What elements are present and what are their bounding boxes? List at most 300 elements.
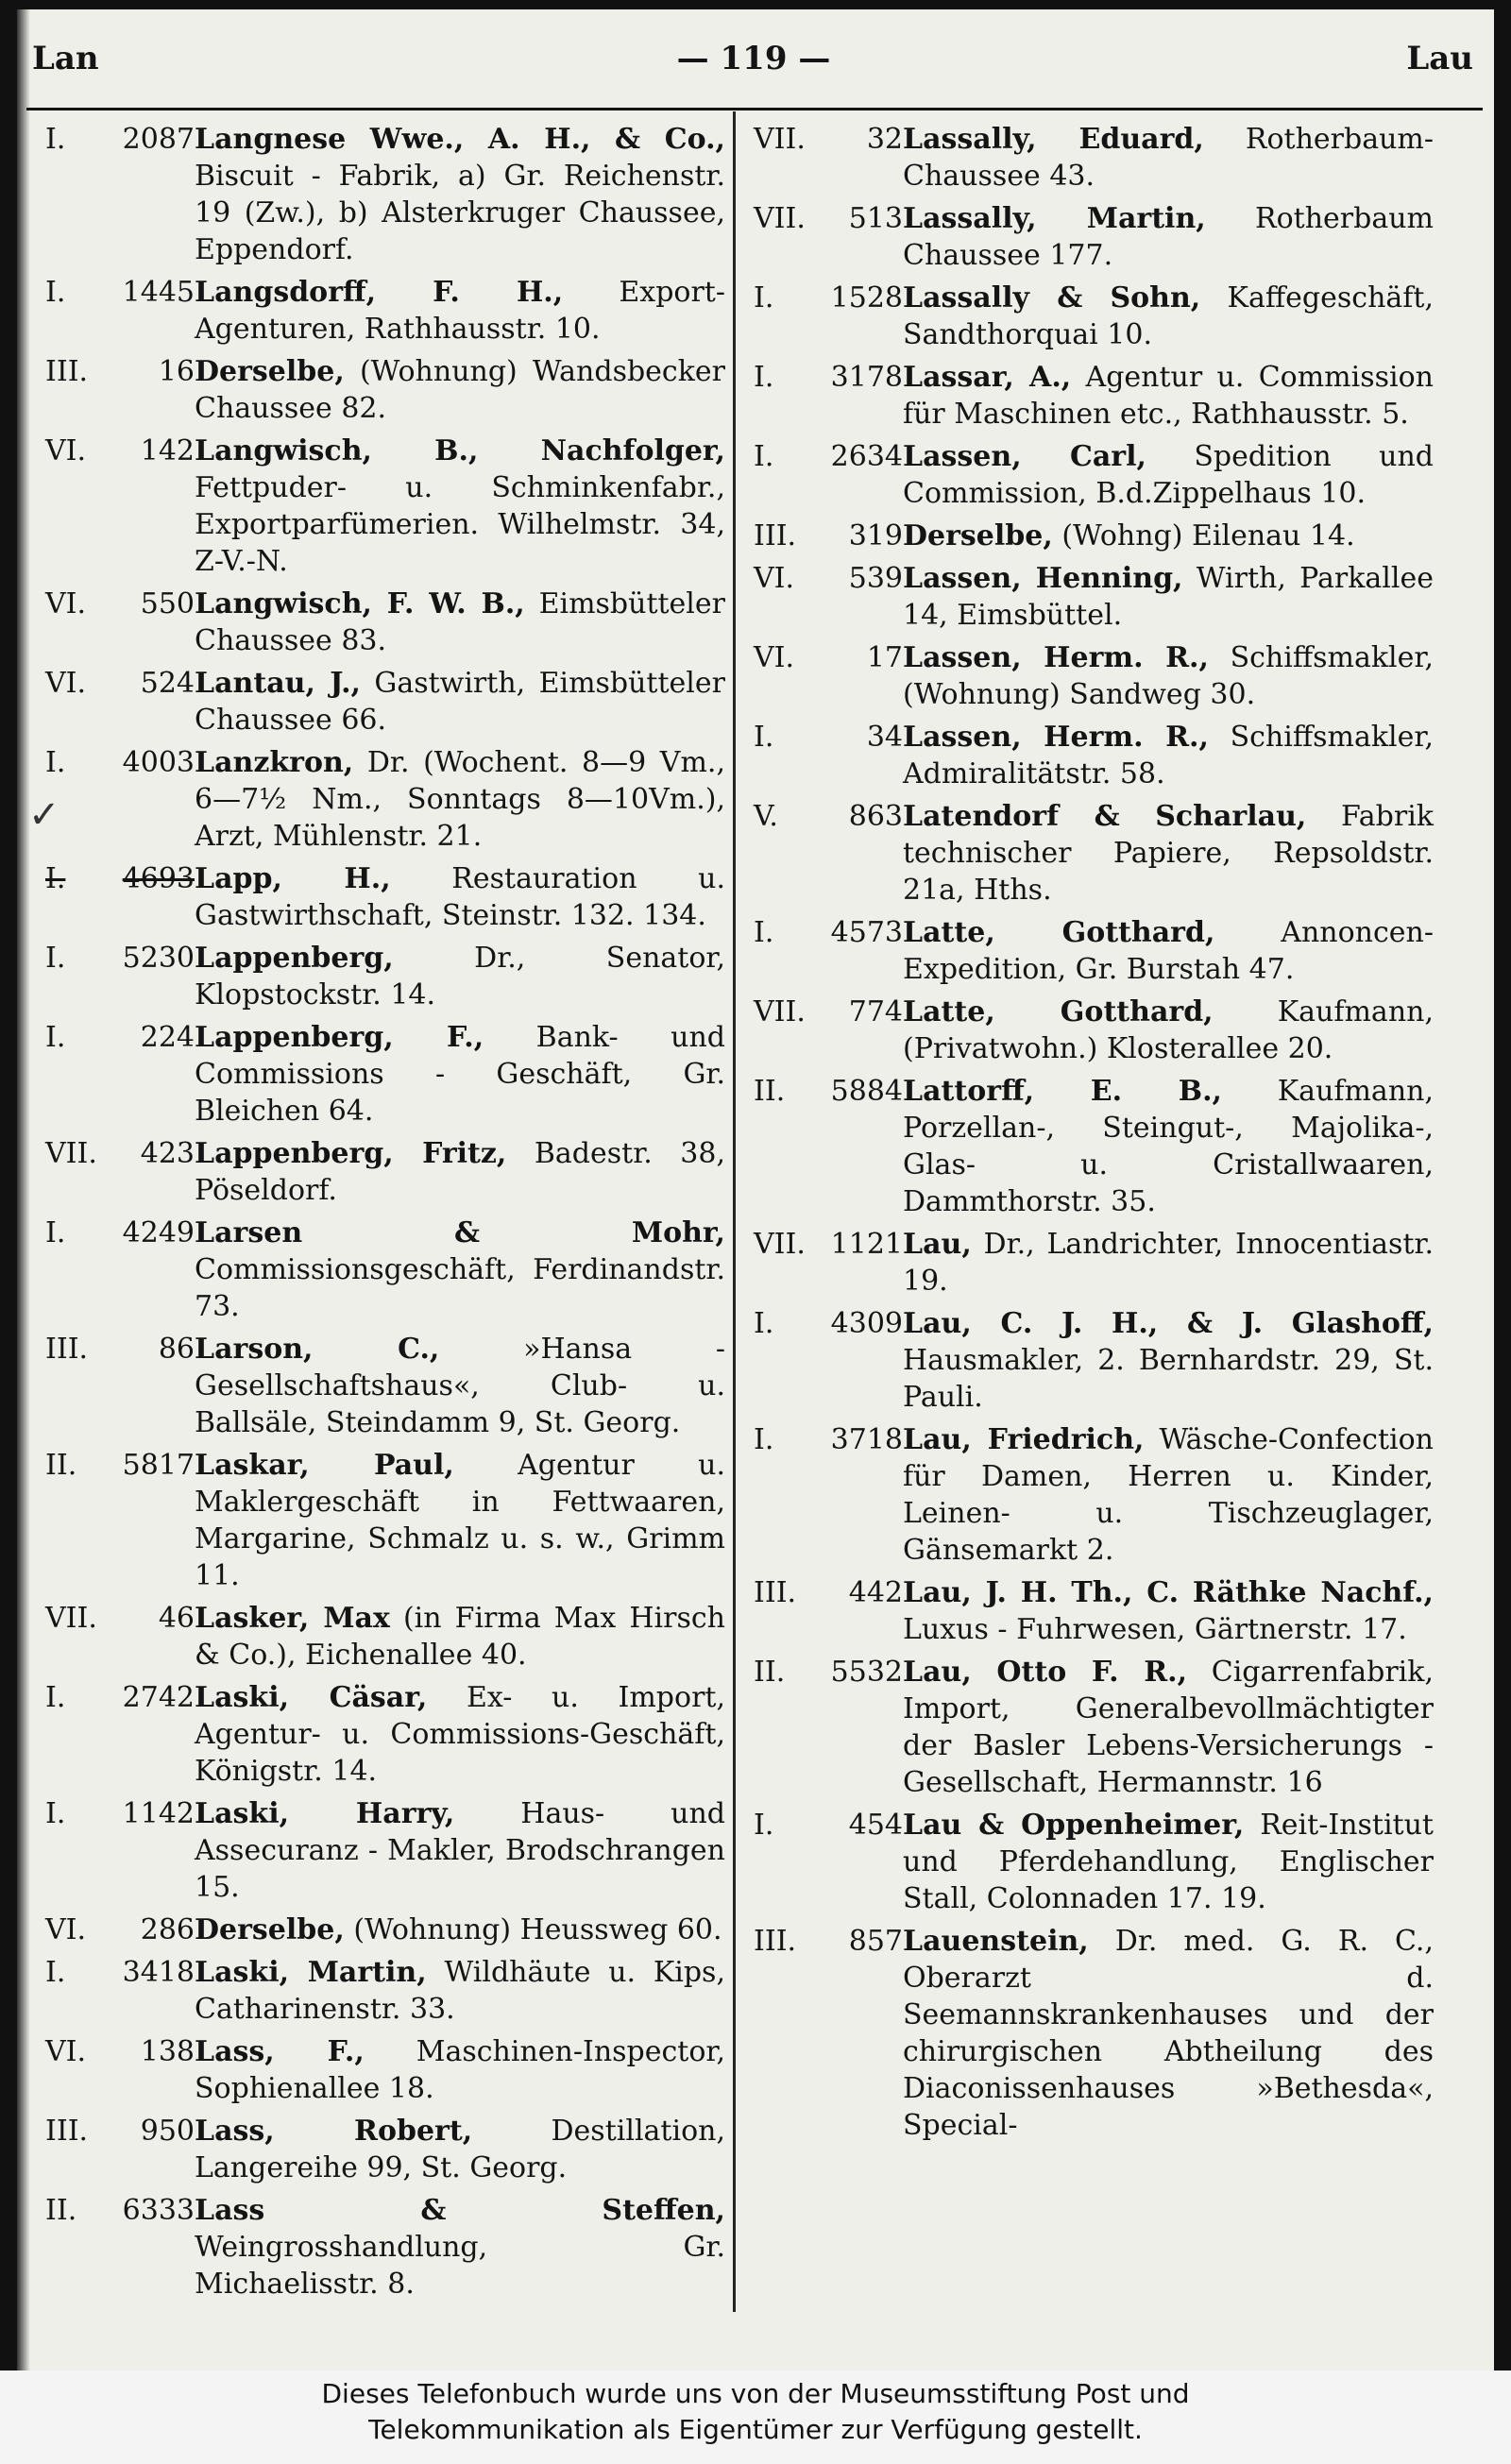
directory-entry [45, 1331, 725, 1441]
exchange-code: VII. [754, 1228, 806, 1261]
entry-name: Laski, Cäsar, [195, 1681, 428, 1714]
line-number: 138 [140, 2035, 195, 2068]
footer-notice [0, 2371, 1511, 2464]
entry-name: Lappenberg, F., [195, 1021, 484, 1054]
phone-number [45, 665, 195, 702]
exchange-code: VII. [45, 1137, 97, 1170]
entry-name: Lassen, Carl, [903, 440, 1146, 473]
entry-details: Rotherbaum Chaussee 177. [903, 202, 1434, 272]
entry-details: Export-Agenturen, Rathhausstr. 10. [195, 276, 725, 346]
phone-number [754, 518, 903, 554]
entry-name: Lappenberg, [195, 942, 394, 975]
entry-text [195, 1135, 725, 1209]
entry-text [903, 1807, 1434, 1917]
phone-number [45, 1215, 195, 1251]
entry-text [195, 433, 725, 580]
entry-details: Restauration u. Gastwirthschaft, Steinstr. 132. 134. [195, 862, 725, 932]
entry-details: Dr. med. G. R. C., Oberarzt d. Seemannskrankenhauses und der chirurgischen Abtheilung des Diaconissenhauses »Bethesda«, Special- [903, 1925, 1434, 2142]
entry-name: Lau, Otto F. R., [903, 1656, 1188, 1689]
entry-text [903, 1923, 1434, 2144]
line-number: 6333 [122, 2194, 195, 2227]
exchange-code: II. [45, 2194, 77, 2227]
entry-details: Kaufmann, (Privatwohn.) Klosterallee 20. [903, 995, 1434, 1065]
phone-number [754, 1421, 903, 1458]
phone-number [45, 2192, 195, 2229]
phone-number [754, 994, 903, 1030]
line-number: 2634 [830, 440, 903, 473]
line-number: 4693 [122, 862, 195, 895]
exchange-code: III. [45, 1333, 89, 1366]
entry-details: Rotherbaum-Chaussee 43. [903, 123, 1434, 193]
directory-entry [45, 1215, 725, 1325]
entry-details: Haus- und Assecuranz - Makler, Brodschrangen 15. [195, 1797, 725, 1904]
directory-entry [45, 1135, 725, 1209]
phone-number [45, 1954, 195, 1991]
phone-number [45, 1135, 195, 1172]
exchange-code: I. [754, 1809, 774, 1842]
entry-details: Agentur u. Maklergeschäft in Fettwaaren, Margarine, Schmalz u. s. w., Grimm 11. [195, 1449, 725, 1592]
entry-name: Lass, F., [195, 2035, 365, 2068]
directory-entry [45, 1954, 725, 2028]
entry-text [903, 560, 1434, 634]
line-number: 46 [158, 1602, 195, 1635]
entry-name: Lau, J. H. Th., C. Räthke Nachf., [903, 1576, 1434, 1609]
line-number: 950 [140, 2115, 195, 2148]
entry-name: Lassen, Herm. R., [903, 641, 1209, 674]
entry-text [903, 639, 1434, 713]
entry-details: Reit-Institut und Pferdehandlung, Englischer Stall, Colonnaden 17. 19. [903, 1809, 1434, 1915]
left-column [45, 121, 725, 2308]
exchange-code: VII. [45, 1602, 97, 1635]
directory-entry [45, 1679, 725, 1790]
phone-number [754, 200, 903, 237]
entry-name: Larson, C., [195, 1333, 440, 1366]
entry-name: Lattorff, E. B., [903, 1075, 1223, 1108]
line-number: 524 [140, 667, 195, 700]
phone-number [45, 1600, 195, 1637]
exchange-code: I. [754, 440, 774, 473]
entry-text [903, 359, 1434, 433]
entry-text [195, 1215, 725, 1325]
line-number: 1528 [830, 281, 903, 314]
entry-name: Laski, Martin, [195, 1956, 427, 1989]
exchange-code: I. [754, 1307, 774, 1340]
exchange-code: I. [45, 1797, 66, 1830]
exchange-code: I. [45, 1956, 66, 1989]
phone-number [45, 274, 195, 311]
entry-details: (Wohnung) Heussweg 60. [344, 1913, 722, 1946]
directory-entry [45, 353, 725, 427]
exchange-code: I. [754, 721, 774, 754]
line-number: 4309 [830, 1307, 903, 1340]
directory-entry [754, 798, 1434, 909]
exchange-code: I. [754, 281, 774, 314]
entry-text [195, 121, 725, 268]
entry-name: Langwisch, B., Nachfolger, [195, 434, 725, 467]
directory-entry [45, 1447, 725, 1594]
directory-entry [754, 560, 1434, 634]
exchange-code: VI. [45, 1913, 87, 1946]
entry-name: Derselbe, [903, 519, 1053, 552]
directory-entry [45, 433, 725, 580]
entry-details: Destillation, Langereihe 99, St. Georg. [195, 2115, 725, 2184]
entry-details: Fettpuder- u. Schminkenfabr., Exportparfümerien. Wilhelmstr. 34, Z-V.-N. [195, 471, 725, 578]
entry-details: Cigarrenfabrik, Import, Generalbevollmächtigter der Basler Lebens-Versicherungs - Gesellschaft, Hermannstr. 16 [903, 1656, 1434, 1799]
exchange-code: III. [45, 355, 89, 388]
entry-name: Laski, Harry, [195, 1797, 455, 1830]
exchange-code: VII. [754, 995, 806, 1028]
line-number: 774 [848, 995, 903, 1028]
line-number: 1445 [122, 276, 195, 309]
entry-name: Lassally, Martin, [903, 202, 1206, 235]
entry-details: Schiffsmakler, (Wohnung) Sandweg 30. [903, 641, 1434, 711]
entry-text [903, 518, 1434, 554]
phone-number [45, 940, 195, 977]
running-head-right: Lau [1406, 40, 1473, 77]
exchange-code: VI. [754, 562, 795, 595]
entry-text [903, 1073, 1434, 1220]
entry-details: Spedition und Commission, B.d.Zippelhaus 10. [903, 440, 1434, 510]
column-divider [733, 111, 736, 2312]
entry-name: Lassally & Sohn, [903, 281, 1201, 314]
entry-details: Annoncen-Expedition, Gr. Burstah 47. [903, 916, 1434, 986]
header-rule [26, 108, 1483, 110]
directory-entry [45, 1600, 725, 1674]
entry-name: Lanzkron, [195, 746, 354, 779]
entry-details: Wirth, Parkallee 14, Eimsbüttel. [903, 562, 1434, 632]
phone-number [45, 1447, 195, 1484]
exchange-code: VI. [45, 2035, 87, 2068]
running-head [26, 34, 1481, 87]
entry-details: (Wohnung) Wandsbecker Chaussee 82. [195, 355, 725, 425]
directory-entry [754, 121, 1434, 195]
line-number: 1142 [122, 1797, 195, 1830]
phone-number [45, 2113, 195, 2150]
phone-number [754, 560, 903, 597]
entry-name: Laskar, Paul, [195, 1449, 454, 1482]
directory-entry [45, 940, 725, 1013]
entry-text [195, 2192, 725, 2303]
entry-name: Lassen, Henning, [903, 562, 1183, 595]
phone-number [45, 433, 195, 469]
entry-text [903, 280, 1434, 353]
entry-name: Lau, C. J. H., & J. Glashoff, [903, 1307, 1434, 1340]
exchange-code: I. [45, 942, 66, 975]
directory-entry [754, 1073, 1434, 1220]
phone-number [45, 1795, 195, 1832]
line-number: 5532 [830, 1656, 903, 1689]
entry-details: Kaffegeschäft, Sandthorquai 10. [903, 281, 1434, 351]
line-number: 5884 [830, 1075, 903, 1108]
exchange-code: VI. [45, 667, 87, 700]
entry-details: Badestr. 38, Pöseldorf. [195, 1137, 725, 1207]
entry-text [195, 744, 725, 855]
exchange-code: VI. [45, 434, 87, 467]
phone-number [754, 121, 903, 158]
entry-text [903, 121, 1434, 195]
right-column [754, 121, 1434, 2150]
entry-details: Dr., Senator, Klopstockstr. 14. [195, 942, 725, 1011]
entry-name: Lassen, Herm. R., [903, 721, 1209, 754]
entry-text [195, 860, 725, 934]
phone-number [754, 719, 903, 756]
entry-text [195, 1447, 725, 1594]
phone-number [45, 1331, 195, 1368]
phone-number [754, 280, 903, 316]
phone-number [754, 1305, 903, 1342]
entry-text [195, 353, 725, 427]
directory-entry [45, 1795, 725, 1906]
footer-line-2: Telekommunikation als Eigentümer zur Verfügung gestellt. [368, 2414, 1143, 2445]
line-number: 142 [140, 434, 195, 467]
entry-text [195, 1331, 725, 1441]
exchange-code: VII. [754, 123, 806, 156]
entry-text [903, 200, 1434, 274]
directory-entry [45, 744, 725, 855]
exchange-code: I. [45, 1681, 66, 1714]
entry-text [903, 1305, 1434, 1416]
entry-text [195, 274, 725, 348]
exchange-code: III. [754, 1576, 797, 1609]
entry-text [195, 1912, 725, 1948]
running-head-left: Lan [32, 40, 99, 77]
entry-details: Luxus - Fuhrwesen, Gärtnerstr. 17. [903, 1613, 1407, 1646]
entry-name: Lappenberg, Fritz, [195, 1137, 507, 1170]
phone-number [754, 438, 903, 475]
entry-name: Lass, Robert, [195, 2115, 473, 2148]
phone-number [45, 2033, 195, 2070]
line-number: 857 [848, 1925, 903, 1958]
entry-text [195, 1679, 725, 1790]
line-number: 423 [140, 1137, 195, 1170]
entry-name: Latte, Gotthard, [903, 995, 1214, 1028]
exchange-code: II. [754, 1075, 786, 1108]
entry-text [903, 1421, 1434, 1569]
entry-name: Latte, Gotthard, [903, 916, 1215, 949]
directory-entry [45, 860, 725, 934]
entry-details: Biscuit - Fabrik, a) Gr. Reichenstr. 19 (Zw.), b) Alsterkruger Chaussee, Eppendorf. [195, 160, 725, 266]
phone-number [45, 860, 195, 897]
entry-text [195, 2113, 725, 2186]
exchange-code: I. [754, 916, 774, 949]
line-number: 2742 [122, 1681, 195, 1714]
line-number: 4573 [830, 916, 903, 949]
directory-entry [754, 1807, 1434, 1917]
directory-entry [754, 639, 1434, 713]
entry-details: Agentur u. Commission für Maschinen etc., Rathhausstr. 5. [903, 361, 1434, 431]
entry-details: Wildhäute u. Kips, Catharinenstr. 33. [195, 1956, 725, 2026]
phone-number [45, 586, 195, 622]
line-number: 4249 [122, 1216, 195, 1249]
entry-text [903, 719, 1434, 792]
entry-details: Weingrosshandlung, Gr. Michaelisstr. 8. [195, 2231, 725, 2301]
directory-entry [754, 1226, 1434, 1300]
entry-name: Lauenstein, [903, 1925, 1089, 1958]
entry-text [195, 1600, 725, 1674]
line-number: 539 [848, 562, 903, 595]
entry-text [903, 1654, 1434, 1801]
page-number: — 119 — [676, 40, 831, 77]
directory-entry [754, 200, 1434, 274]
entry-name: Derselbe, [195, 1913, 345, 1946]
entry-details: (Wohng) Eilenau 14. [1052, 519, 1355, 552]
directory-entry [45, 665, 725, 739]
exchange-code: VII. [754, 202, 806, 235]
phone-number [754, 1073, 903, 1110]
directory-entry [754, 1923, 1434, 2144]
entry-name: Lassar, A., [903, 361, 1072, 394]
line-number: 5230 [122, 942, 195, 975]
entry-name: Lantau, J., [195, 667, 361, 700]
phone-number [754, 639, 903, 676]
entry-details: Commissionsgeschäft, Ferdinandstr. 73. [195, 1253, 725, 1323]
directory-entry [45, 1912, 725, 1948]
directory-entry [754, 1421, 1434, 1569]
directory-entry [45, 274, 725, 348]
entry-text [195, 586, 725, 659]
phone-number [45, 744, 195, 781]
entry-text [903, 1574, 1434, 1648]
entry-details: (in Firma Max Hirsch & Co.), Eichenallee 40. [195, 1602, 725, 1672]
line-number: 1121 [830, 1228, 903, 1261]
directory-entry [754, 518, 1434, 554]
entry-details: »Hansa - Gesellschaftshaus«, Club- u. Ballsäle, Steindamm 9, St. Georg. [195, 1333, 725, 1439]
line-number: 286 [140, 1913, 195, 1946]
entry-text [195, 1795, 725, 1906]
directory-entry [45, 2113, 725, 2186]
directory-entry [45, 1019, 725, 1130]
line-number: 319 [848, 519, 903, 552]
exchange-code: I. [45, 123, 66, 156]
phonebook-page [17, 9, 1494, 2371]
entry-name: Langwisch, F. W. B., [195, 587, 525, 620]
entry-name: Lass & Steffen, [195, 2194, 725, 2227]
footer-line-1: Dieses Telefonbuch wurde uns von der Museumsstiftung Post und [321, 2378, 1190, 2409]
directory-entry [754, 719, 1434, 792]
exchange-code: VI. [45, 587, 87, 620]
line-number: 17 [866, 641, 903, 674]
entry-details: Bank- und Commissions - Geschäft, Gr. Bleichen 64. [195, 1021, 725, 1128]
exchange-code: III. [754, 519, 797, 552]
phone-number [754, 1574, 903, 1611]
handwritten-check-mark: ✓ [28, 793, 60, 837]
exchange-code: I. [754, 1423, 774, 1456]
page-edge-shadow [17, 9, 30, 2371]
entry-text [195, 1954, 725, 2028]
exchange-code: I. [45, 1021, 66, 1054]
entry-details: Hausmakler, 2. Bernhardstr. 29, St. Pauli. [903, 1344, 1434, 1414]
entry-text [903, 914, 1434, 988]
exchange-code: II. [754, 1656, 786, 1689]
entry-details: Fabrik technischer Papiere, Repsoldstr. 21a, Hths. [903, 800, 1434, 907]
entry-name: Langsdorff, F. H., [195, 276, 564, 309]
line-number: 3718 [830, 1423, 903, 1456]
entry-name: Latendorf & Scharlau, [903, 800, 1307, 833]
entry-text [903, 1226, 1434, 1300]
phone-number [754, 1654, 903, 1691]
exchange-code: III. [754, 1925, 797, 1958]
entry-name: Lau, Friedrich, [903, 1423, 1145, 1456]
phone-number [754, 1923, 903, 1960]
directory-entry [45, 121, 725, 268]
line-number: 5817 [122, 1449, 195, 1482]
entry-name: Lassally, Eduard, [903, 123, 1204, 156]
exchange-code: III. [45, 2115, 89, 2148]
directory-entry [754, 359, 1434, 433]
phone-number [45, 1019, 195, 1056]
entry-text [195, 665, 725, 739]
exchange-code: I. [45, 1216, 66, 1249]
phone-number [754, 1807, 903, 1844]
directory-entry [754, 438, 1434, 512]
line-number: 16 [158, 355, 195, 388]
directory-entry [754, 914, 1434, 988]
exchange-code: VI. [754, 641, 795, 674]
entry-details: Eimsbütteler Chaussee 83. [195, 587, 725, 657]
exchange-code: I. [754, 361, 774, 394]
entry-details: Wäsche-Confection für Damen, Herren u. Kinder, Leinen- u. Tischzeuglager, Gänsemarkt 2. [903, 1423, 1434, 1567]
line-number: 4003 [122, 746, 195, 779]
exchange-code: I. [45, 746, 66, 779]
entry-text [195, 2033, 725, 2107]
entry-text [195, 1019, 725, 1130]
phone-number [45, 121, 195, 158]
line-number: 454 [848, 1809, 903, 1842]
entry-details: Schiffsmakler, Admiralitätstr. 58. [903, 721, 1434, 790]
entry-name: Larsen & Mohr, [195, 1216, 725, 1249]
directory-entry [45, 586, 725, 659]
entry-text [195, 940, 725, 1013]
entry-details: Dr. (Wochent. 8—9 Vm., 6—7½ Nm., Sonntags 8—10Vm.), Arzt, Mühlenstr. 21. [195, 746, 725, 853]
directory-entry [754, 1574, 1434, 1648]
entry-text [903, 438, 1434, 512]
line-number: 3418 [122, 1956, 195, 1989]
line-number: 863 [848, 800, 903, 833]
exchange-code: V. [754, 800, 778, 833]
line-number: 442 [848, 1576, 903, 1609]
entry-name: Lau & Oppenheimer, [903, 1809, 1245, 1842]
entry-name: Langnese Wwe., A. H., & Co., [195, 123, 725, 156]
entry-name: Derselbe, [195, 355, 345, 388]
entry-name: Lapp, H., [195, 862, 391, 895]
entry-name: Lasker, Max [195, 1602, 390, 1635]
directory-entry [45, 2033, 725, 2107]
directory-entry [45, 2192, 725, 2303]
entry-details: Gastwirth, Eimsbütteler Chaussee 66. [195, 667, 725, 737]
entry-text [903, 798, 1434, 909]
exchange-code: I. [45, 276, 66, 309]
directory-entry [754, 1654, 1434, 1801]
exchange-code: II. [45, 1449, 77, 1482]
phone-number [754, 914, 903, 951]
entry-details: Ex- u. Import, Agentur- u. Commissions-Geschäft, Königstr. 14. [195, 1681, 725, 1788]
directory-entry [754, 280, 1434, 353]
exchange-code: I. [45, 862, 66, 895]
line-number: 224 [140, 1021, 195, 1054]
line-number: 3178 [830, 361, 903, 394]
line-number: 32 [866, 123, 903, 156]
line-number: 2087 [122, 123, 195, 156]
directory-entry [754, 1305, 1434, 1416]
entry-details: Dr., Landrichter, Innocentiastr. 19. [903, 1228, 1434, 1298]
directory-entry [754, 994, 1434, 1067]
phone-number [754, 798, 903, 835]
phone-number [45, 353, 195, 390]
phone-number [45, 1912, 195, 1948]
phone-number [754, 1226, 903, 1263]
phone-number [754, 359, 903, 396]
line-number: 550 [140, 587, 195, 620]
